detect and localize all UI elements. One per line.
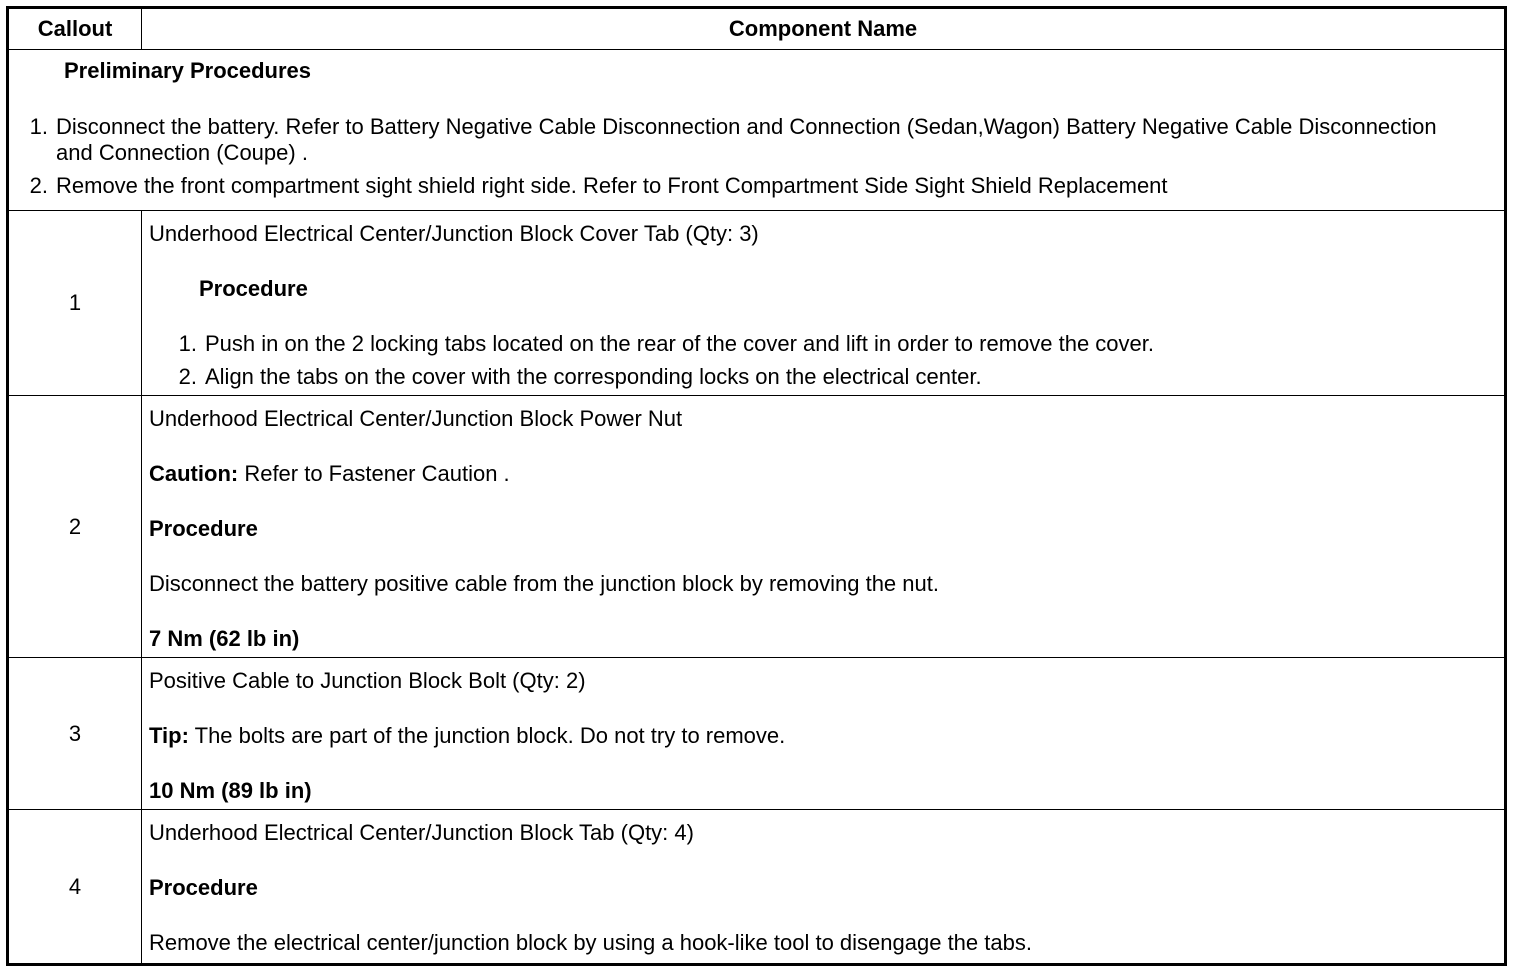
callout-number: 4 (9, 810, 142, 963)
step-number: 1. (178, 331, 197, 356)
procedure-heading: Procedure (149, 516, 258, 541)
preliminary-steps (9, 114, 1504, 199)
step-number: 2. (178, 364, 197, 389)
caution-text: Refer to Fastener Caution . (238, 461, 510, 486)
component-name: Underhood Electrical Center/Junction Block Tab (Qty: 4) (149, 820, 694, 845)
step-number: 2. (29, 173, 48, 198)
torque-spec: 10 Nm (89 lb in) (149, 778, 312, 803)
callout-number: 1 (9, 211, 142, 395)
caution-note (149, 461, 1504, 487)
caution-label: Caution: (149, 461, 239, 486)
list-item (149, 331, 1504, 357)
procedure-text: Remove the electrical center/junction block by using a hook-like tool to disengage the tabs. (149, 930, 1032, 955)
callout-number: 3 (9, 658, 142, 809)
torque-spec: 7 Nm (62 lb in) (149, 626, 300, 651)
preliminary-row (9, 49, 1504, 210)
preliminary-section (9, 50, 1504, 210)
table-row (9, 657, 1504, 809)
header-component-name: Component Name (728, 16, 918, 41)
table-row (9, 395, 1504, 657)
table-row (9, 809, 1504, 963)
tip-note (149, 723, 1504, 749)
tip-label: Tip: (149, 723, 189, 748)
procedure-text: Disconnect the battery positive cable from the junction block by removing the nut. (149, 571, 939, 596)
procedure-heading: Procedure (149, 875, 258, 900)
step-number: 1. (29, 114, 48, 139)
component-cell (142, 658, 1504, 809)
header-callout: Callout (9, 9, 142, 49)
preliminary-title: Preliminary Procedures (64, 58, 312, 83)
step-text: Remove the front compartment sight shield right side. Refer to Front Compartment Side Sight Shield Replacement (56, 173, 1168, 198)
component-cell (142, 396, 1504, 657)
list-item (9, 114, 1504, 166)
component-name: Underhood Electrical Center/Junction Block Power Nut (149, 406, 683, 431)
list-item (149, 364, 1504, 390)
procedure-heading: Procedure (199, 276, 308, 301)
component-cell (142, 211, 1504, 395)
component-table (6, 6, 1507, 966)
table-header-row (9, 9, 1504, 49)
component-name: Underhood Electrical Center/Junction Block Cover Tab (Qty: 3) (149, 221, 759, 246)
step-text: Align the tabs on the cover with the corresponding locks on the electrical center. (205, 364, 982, 389)
list-item (9, 173, 1504, 199)
procedure-steps (149, 331, 1504, 390)
step-text: Disconnect the battery. Refer to Battery Negative Cable Disconnection and Connection (Sedan,Wagon) Battery Negative Cable Disconnection and Connection (Coupe) . (56, 114, 1437, 165)
component-cell (142, 810, 1504, 963)
tip-text: The bolts are part of the junction block. Do not try to remove. (188, 723, 786, 748)
step-text: Push in on the 2 locking tabs located on the rear of the cover and lift in order to remove the cover. (205, 331, 1154, 356)
callout-number: 2 (9, 396, 142, 657)
component-name: Positive Cable to Junction Block Bolt (Qty: 2) (149, 668, 586, 693)
table-row (9, 210, 1504, 395)
